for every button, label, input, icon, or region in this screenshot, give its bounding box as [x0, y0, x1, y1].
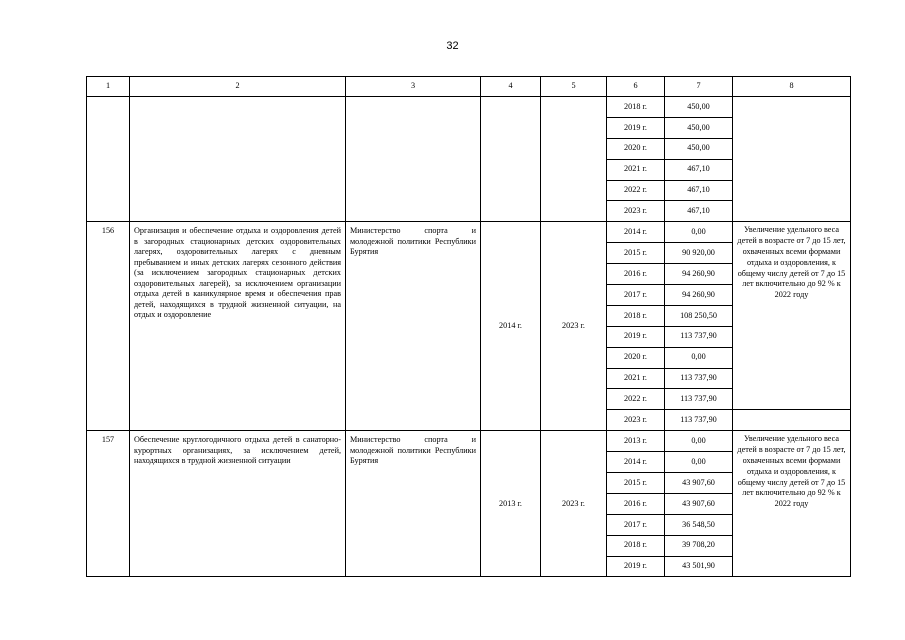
- amount-cell: 467,10: [665, 159, 733, 180]
- amount-cell: 43 907,60: [665, 493, 733, 514]
- column-header-row: [87, 77, 851, 97]
- amount-cell: 39 708,20: [665, 535, 733, 556]
- year-cell: 2015 г.: [607, 473, 665, 494]
- amount-cell: 94 260,90: [665, 285, 733, 306]
- amount-cell: 0,00: [665, 222, 733, 243]
- description-cell: Обеспечение круглогодичного отдыха детей в санаторно-курортных организациях, за исключением детей, находящихся в трудной жизненной ситуации: [130, 431, 346, 577]
- amount-cell: 467,10: [665, 180, 733, 201]
- column-header: 1: [87, 77, 130, 97]
- amount-cell: 0,00: [665, 431, 733, 452]
- year-cell: 2020 г.: [607, 138, 665, 159]
- year-cell: 2014 г.: [607, 452, 665, 473]
- year-cell: 2023 г.: [607, 410, 665, 431]
- ministry-cell: [346, 97, 481, 222]
- amount-cell: 0,00: [665, 452, 733, 473]
- column-header: 5: [541, 77, 607, 97]
- amount-cell: 113 737,90: [665, 389, 733, 410]
- year-cell: 2016 г.: [607, 493, 665, 514]
- result-cell: Увеличение удельного веса детей в возрасте от 7 до 15 лет, охваченных всеми формами отдыха и оздоровления, к общему числу детей от 7 до 15 лет включительно до 92 % к 2022 году: [733, 222, 851, 410]
- description-cell: Организация и обеспечение отдыха и оздоровления детей в загородных стационарных детских оздоровительных лагерях, оздоровительных лагерях с дневным пребыванием и иных детских лагерях сезонного действия (за исключением загородных стационарных детских оздоровительных лагерей), за исключением организации отдыха детей в каникулярное время и обеспечения прав детей, находящихся в трудной жизненной ситуации, на отдых и оздоровление: [130, 222, 346, 431]
- column-header: 8: [733, 77, 851, 97]
- result-cell: [733, 97, 851, 222]
- amount-cell: 108 250,50: [665, 305, 733, 326]
- program-table: [86, 76, 851, 577]
- year-cell: 2021 г.: [607, 368, 665, 389]
- column-header: 3: [346, 77, 481, 97]
- year-cell: 2019 г.: [607, 117, 665, 138]
- number-cell: [87, 97, 130, 222]
- year-cell: 2023 г.: [607, 201, 665, 222]
- year-cell: 2019 г.: [607, 556, 665, 577]
- year-cell: 2021 г.: [607, 159, 665, 180]
- start-year-cell: [481, 97, 541, 222]
- amount-cell: 43 501,90: [665, 556, 733, 577]
- year-cell: 2015 г.: [607, 243, 665, 264]
- ministry-cell: Министерство спорта и молодежной политики Республики Бурятия: [346, 431, 481, 577]
- row-number: 157: [87, 431, 130, 577]
- year-cell: 2020 г.: [607, 347, 665, 368]
- year-cell: 2016 г.: [607, 264, 665, 285]
- amount-cell: 113 737,90: [665, 410, 733, 431]
- amount-cell: 450,00: [665, 117, 733, 138]
- year-cell: 2018 г.: [607, 305, 665, 326]
- year-cell: 2018 г.: [607, 97, 665, 118]
- year-cell: 2022 г.: [607, 180, 665, 201]
- year-cell: 2018 г.: [607, 535, 665, 556]
- end-year-cell: 2023 г.: [541, 431, 607, 577]
- amount-cell: 0,00: [665, 347, 733, 368]
- year-cell: 2022 г.: [607, 389, 665, 410]
- table-row: [87, 431, 851, 452]
- amount-cell: 113 737,90: [665, 368, 733, 389]
- amount-cell: 36 548,50: [665, 514, 733, 535]
- end-year-cell: 2023 г.: [541, 222, 607, 431]
- amount-cell: 94 260,90: [665, 264, 733, 285]
- description-cell: [130, 97, 346, 222]
- row-number: 156: [87, 222, 130, 431]
- page-number: 32: [446, 40, 459, 52]
- table-row: [87, 222, 851, 243]
- result-cell: Увеличение удельного веса детей в возрасте от 7 до 15 лет, охваченных всеми формами отдыха и оздоровления, к общему числу детей от 7 до 15 лет включительно до 92 % к 2022 году: [733, 431, 851, 577]
- amount-cell: 467,10: [665, 201, 733, 222]
- amount-cell: 450,00: [665, 138, 733, 159]
- year-cell: 2017 г.: [607, 285, 665, 306]
- result-cell: [733, 410, 851, 431]
- column-header: 4: [481, 77, 541, 97]
- amount-cell: 113 737,90: [665, 326, 733, 347]
- amount-cell: 90 920,00: [665, 243, 733, 264]
- table-row: [87, 97, 851, 118]
- year-cell: 2014 г.: [607, 222, 665, 243]
- year-cell: 2019 г.: [607, 326, 665, 347]
- year-cell: 2017 г.: [607, 514, 665, 535]
- start-year-cell: 2013 г.: [481, 431, 541, 577]
- column-header: 6: [607, 77, 665, 97]
- amount-cell: 43 907,60: [665, 473, 733, 494]
- column-header: 7: [665, 77, 733, 97]
- start-year-cell: 2014 г.: [481, 222, 541, 431]
- ministry-cell: Министерство спорта и молодежной политики Республики Бурятия: [346, 222, 481, 431]
- year-cell: 2013 г.: [607, 431, 665, 452]
- column-header: 2: [130, 77, 346, 97]
- end-year-cell: [541, 97, 607, 222]
- amount-cell: 450,00: [665, 97, 733, 118]
